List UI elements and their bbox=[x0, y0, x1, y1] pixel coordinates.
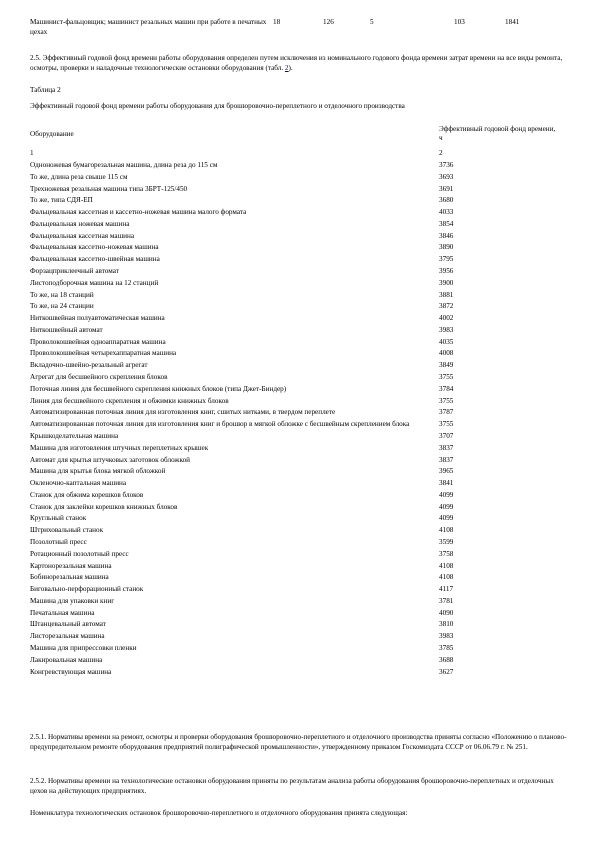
table-row bbox=[30, 596, 570, 608]
table-row bbox=[30, 348, 570, 360]
paragraph-nomenclature: Номенклатура технологических остановок брошюровочно-переплетного и отделочного оборудования принята следующая: bbox=[30, 809, 408, 817]
table-row bbox=[30, 631, 570, 643]
annual-fund-value: 4108 bbox=[439, 526, 454, 535]
table-row bbox=[30, 655, 570, 667]
table-row bbox=[30, 537, 570, 549]
annual-fund-value: 4008 bbox=[439, 349, 454, 358]
annual-fund-value: 3758 bbox=[439, 549, 454, 558]
paragraph-2-5-2: 2.5.2. Нормативы времени на технологические остановки оборудования приняты по результатам анализа работы оборудования брошюровочно-переплетных и отделочных цехов на действующих предприятиях. bbox=[30, 777, 554, 795]
annual-fund-value: 3881 bbox=[439, 290, 454, 299]
annual-fund-value: 3781 bbox=[439, 596, 454, 605]
table-row bbox=[30, 160, 570, 172]
header-annual-fund: Эффективный годовой фонд времени, ч bbox=[439, 125, 556, 142]
annual-fund-value: 3691 bbox=[439, 184, 454, 193]
table-row bbox=[30, 572, 570, 584]
annual-fund-value: 4099 bbox=[439, 490, 454, 499]
equipment-name: То же, типа СДЯ-ЕП bbox=[30, 196, 93, 205]
equipment-name: Автомат для крытья штучковых заготовок обложкой bbox=[30, 455, 191, 464]
paragraph-2-5 bbox=[30, 53, 570, 73]
annual-fund-value: 3755 bbox=[439, 396, 454, 405]
equipment-name: Лакировальная машина bbox=[30, 655, 103, 664]
table-row bbox=[30, 384, 570, 396]
annual-fund-value: 3837 bbox=[439, 455, 454, 464]
table-row bbox=[30, 607, 570, 619]
equipment-name: Окленочно-каптальная машина bbox=[30, 479, 127, 488]
table-row bbox=[30, 619, 570, 631]
equipment-name: Ниткошвейный автомат bbox=[30, 325, 103, 334]
table-2-link[interactable]: 2 bbox=[284, 64, 289, 72]
table-row bbox=[30, 490, 570, 502]
annual-fund-value: 4108 bbox=[439, 561, 454, 570]
table-row bbox=[30, 230, 570, 242]
equipment-name: Одноножевая бумагорезальная машина, длина реза до 115 см bbox=[30, 160, 218, 169]
annual-fund-value: 3810 bbox=[439, 620, 454, 629]
annual-fund-value: 3787 bbox=[439, 408, 454, 417]
equipment-name: Вкладочно-швейно-резальный агрегат bbox=[30, 361, 148, 370]
table-row bbox=[30, 454, 570, 466]
row-value-3: 5 bbox=[370, 18, 374, 26]
table-row bbox=[30, 219, 570, 231]
table-row bbox=[30, 549, 570, 561]
table-body bbox=[30, 160, 570, 678]
row-value-1: 18 bbox=[273, 18, 281, 26]
table-row bbox=[30, 195, 570, 207]
paragraph-2-5-1: 2.5.1. Нормативы времени на ремонт, осмотры и проверки оборудования брошюровочно-переплетного и отделочного производства приняты согласно «Положению о планово-предупредительном ремонте оборудования предприятий полиграфической промышленности», утвержденному приказом Госкомиздата СССР от 06.06.79 г. № 251. bbox=[30, 733, 567, 751]
table-title: Эффективный годовой фонд времени работы оборудования для брошюровочно-переплетного и отделочного производства bbox=[30, 102, 405, 110]
equipment-name: Штриховальный станок bbox=[30, 526, 104, 535]
annual-fund-value: 3736 bbox=[439, 160, 454, 169]
annual-fund-value: 3846 bbox=[439, 231, 454, 240]
equipment-name: Форзацприклеечный автомат bbox=[30, 267, 119, 275]
annual-fund-value: 4099 bbox=[439, 514, 454, 523]
table-row bbox=[30, 360, 570, 372]
equipment-name: Фальцевальная кассетная и кассетно-ножевая машина малого формата bbox=[30, 208, 247, 217]
annual-fund-value: 3755 bbox=[439, 420, 454, 429]
table-row bbox=[30, 254, 570, 266]
equipment-name: Фальцевальная кассетно-швейная машина bbox=[30, 255, 160, 264]
annual-fund-value: 3688 bbox=[439, 655, 454, 664]
equipment-name: Листорезальная машина bbox=[30, 632, 105, 641]
annual-fund-value: 3841 bbox=[439, 479, 454, 488]
table-row bbox=[30, 513, 570, 525]
annual-fund-value: 3795 bbox=[439, 255, 454, 264]
annual-fund-value: 3983 bbox=[439, 325, 454, 334]
equipment-name: Фальцевальная кассетно-ножевая машина bbox=[30, 243, 159, 252]
column-numbers-row bbox=[30, 148, 570, 160]
annual-fund-value: 3837 bbox=[439, 443, 454, 452]
annual-fund-value: 3707 bbox=[439, 431, 454, 440]
equipment-name: Машина для изготовления штучных переплетных крышек bbox=[30, 443, 209, 452]
equipment-name: Станок для обжима корешков блоков bbox=[30, 490, 144, 499]
annual-fund-value: 3983 bbox=[439, 632, 454, 641]
annual-fund-value: 3784 bbox=[439, 384, 454, 393]
equipment-name: Станок для заклейки корешков книжных блоков bbox=[30, 502, 178, 511]
annual-fund-value: 4117 bbox=[439, 585, 454, 594]
table-row bbox=[30, 325, 570, 337]
table-row bbox=[30, 278, 570, 290]
equipment-name: Фальцевальная кассетная машина bbox=[30, 231, 135, 240]
equipment-name: Линия для бесшвейного скрепления и обжимки книжных блоков bbox=[30, 396, 229, 405]
equipment-name: То же, на 24 станции bbox=[30, 302, 94, 311]
table-row bbox=[30, 289, 570, 301]
equipment-name: Биговально-перфорационный станок bbox=[30, 585, 144, 594]
table-row bbox=[30, 501, 570, 513]
annual-fund-value: 3890 bbox=[439, 243, 454, 252]
equipment-name: Машина для упаковки книг bbox=[30, 596, 115, 605]
table-row bbox=[30, 337, 570, 349]
table-label: Таблица 2 bbox=[30, 86, 61, 94]
row-name: Машинист-фальцовщик; машинист резальных машин при работе в печатных цехах bbox=[30, 18, 267, 36]
equipment-name: Ротационный позолотный пресс bbox=[30, 549, 129, 558]
annual-fund-value: 3680 bbox=[439, 196, 454, 205]
equipment-name: Позолотный пресс bbox=[30, 537, 87, 546]
table-header bbox=[30, 123, 570, 148]
equipment-name: Крышкоделательная машина bbox=[30, 431, 119, 440]
equipment-name: Автоматизированная поточная линия для изготовления книг и брошюр в мягкой обложке с бесшвейным скреплением блока bbox=[30, 420, 410, 429]
column-number-2: 2 bbox=[439, 149, 443, 158]
equipment-name: Бобинорезальная машина bbox=[30, 573, 109, 582]
header-equipment: Оборудование bbox=[30, 130, 74, 138]
table-row bbox=[30, 525, 570, 537]
table-row bbox=[30, 560, 570, 572]
column-number-1: 1 bbox=[30, 149, 34, 158]
annual-fund-value: 3849 bbox=[439, 361, 454, 370]
equipment-name: Кругльный станок bbox=[30, 514, 87, 523]
equipment-name: Агрегат для бесшвейного скрепления блоков bbox=[30, 373, 168, 382]
table-row bbox=[30, 443, 570, 455]
table-row bbox=[30, 242, 570, 254]
equipment-fund-table bbox=[30, 123, 570, 678]
annual-fund-value: 3854 bbox=[439, 219, 454, 228]
annual-fund-value: 4090 bbox=[439, 608, 454, 617]
table-row bbox=[30, 395, 570, 407]
equipment-name: Автоматизированная поточная линия для изготовления книг, сшитых нитками, в твердом переплете bbox=[30, 408, 336, 417]
equipment-name: Печатальная машина bbox=[30, 608, 95, 617]
table-row bbox=[30, 207, 570, 219]
annual-fund-value: 3785 bbox=[439, 644, 454, 652]
equipment-name: То же, длина реза свыше 115 см bbox=[30, 172, 128, 181]
row-value-2: 126 bbox=[323, 18, 334, 26]
equipment-name: Ниткошвейная полуавтоматическая машина bbox=[30, 314, 165, 323]
annual-fund-value: 4035 bbox=[439, 337, 454, 346]
annual-fund-value: 3965 bbox=[439, 467, 454, 476]
table-row bbox=[30, 266, 570, 278]
table-row bbox=[30, 172, 570, 184]
equipment-name: Машина для припрессовки пленки bbox=[30, 644, 137, 652]
annual-fund-value: 4099 bbox=[439, 502, 454, 511]
table-row bbox=[30, 584, 570, 596]
annual-fund-value: 3693 bbox=[439, 172, 454, 181]
equipment-name: Фальцевальная ножевая машина bbox=[30, 219, 130, 228]
annual-fund-value: 4033 bbox=[439, 208, 454, 217]
table-row bbox=[30, 372, 570, 384]
table-row bbox=[30, 313, 570, 325]
table-row bbox=[30, 407, 570, 419]
equipment-name: Поточная линия для бесшвейного скрепления книжных блоков (типа Джет-Биндер) bbox=[30, 384, 287, 393]
table-row bbox=[30, 478, 570, 490]
annual-fund-value: 3599 bbox=[439, 537, 454, 546]
equipment-name: Картонорезальная машина bbox=[30, 561, 112, 570]
table-row bbox=[30, 431, 570, 443]
equipment-name: Трехножевая резальная машина типа 3БРТ-125/450 bbox=[30, 184, 188, 193]
equipment-name: То же, на 18 станций bbox=[30, 290, 94, 299]
table-row bbox=[30, 666, 570, 678]
annual-fund-value: 4002 bbox=[439, 314, 454, 323]
table-row bbox=[30, 643, 570, 655]
row-value-5: 1841 bbox=[505, 18, 520, 26]
paragraph-text: 2.5. Эффективный годовой фонд времени работы оборудования определен путем исключения из номинального годового фонда времени затрат времени на все виды ремонта, осмотры, проверки и наладочные технологические остановки оборудования (табл. bbox=[30, 54, 563, 72]
annual-fund-value: 4108 bbox=[439, 573, 454, 582]
annual-fund-value: 3872 bbox=[439, 302, 454, 311]
equipment-name: Листоподборочная машина на 12 станций bbox=[30, 278, 159, 287]
table-row bbox=[30, 183, 570, 195]
table-row bbox=[30, 301, 570, 313]
equipment-name: Проволокошвейная одноаппаратная машина bbox=[30, 337, 166, 346]
annual-fund-value: 3900 bbox=[439, 278, 454, 287]
table-row bbox=[30, 466, 570, 478]
annual-fund-value: 3755 bbox=[439, 373, 454, 382]
annual-fund-value: 3627 bbox=[439, 667, 454, 676]
table-row bbox=[30, 419, 570, 431]
equipment-name: Конгревствующая машина bbox=[30, 667, 112, 676]
equipment-name: Штанцевальный автомат bbox=[30, 620, 106, 629]
row-value-4: 103 bbox=[454, 18, 465, 26]
paragraph-tail: ). bbox=[288, 64, 293, 72]
equipment-name: Проволокошвейная четырехаппаратная машина bbox=[30, 349, 177, 358]
equipment-name: Машина для крытья блока мягкой обложкой bbox=[30, 467, 166, 476]
annual-fund-value: 3956 bbox=[439, 267, 454, 275]
